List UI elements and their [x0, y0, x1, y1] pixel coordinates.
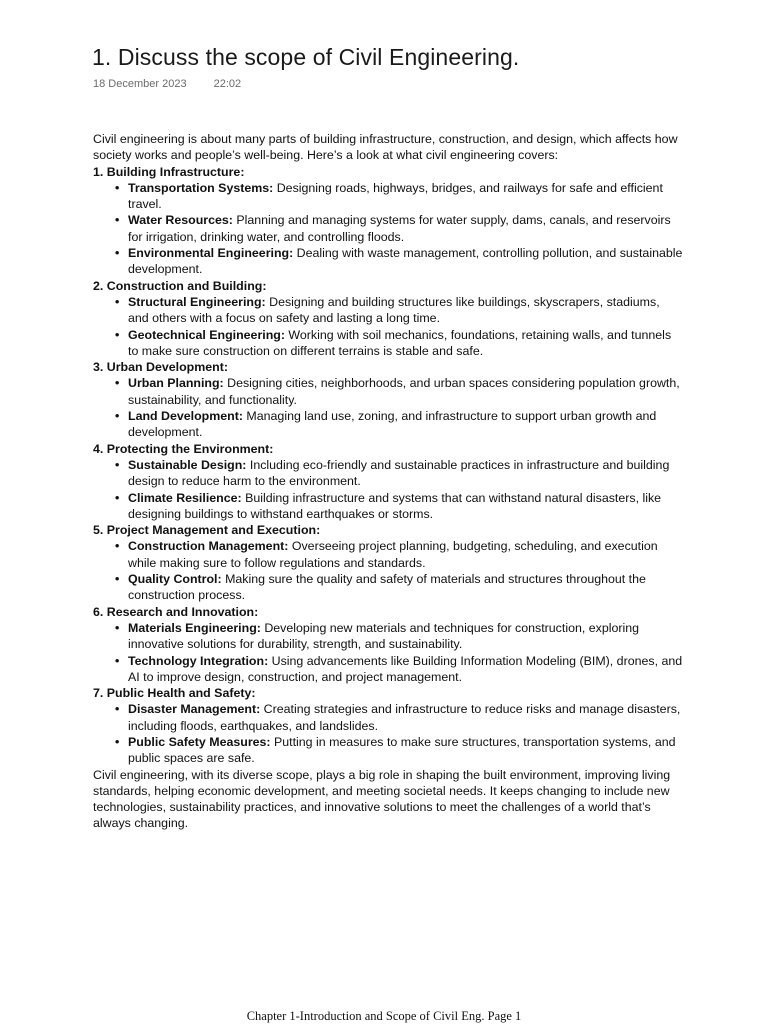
list-item: [128, 653, 683, 686]
note-metadata: [93, 78, 241, 90]
list-item-text: Dealing with waste management, controlling pollution, and sustainable development.: [128, 246, 683, 277]
list-item-text: Building infrastructure and systems that can withstand natural disasters, like designing buildings to withstand earthquakes or storms.: [128, 490, 662, 521]
section-heading: 1. Building Infrastructure:: [93, 164, 245, 179]
section-heading: 3. Urban Development:: [93, 360, 228, 375]
bullet-list: [93, 294, 683, 359]
note-time: 22:02: [213, 78, 242, 90]
bullet-list: [93, 457, 683, 522]
list-item-term: Water Resources:: [128, 213, 233, 228]
note-body: [93, 131, 683, 832]
section-heading: 2. Construction and Building:: [93, 278, 267, 293]
sections-container: [93, 164, 683, 767]
list-item-term: Quality Control:: [128, 572, 222, 587]
list-item-term: Climate Resilience:: [128, 490, 242, 505]
list-item-term: Disaster Management:: [128, 702, 261, 717]
list-item-term: Construction Management:: [128, 539, 289, 554]
list-item: [128, 734, 683, 767]
list-item-text: Creating strategies and infrastructure to reduce risks and manage disasters, including floods, earthquakes, and landslides.: [128, 702, 681, 733]
list-item-text: Planning and managing systems for water supply, dams, canals, and reservoirs for irrigation, drinking water, and controlling floods.: [128, 213, 671, 244]
list-item: [128, 180, 683, 213]
list-item-term: Structural Engineering:: [128, 294, 266, 309]
bullet-list: [93, 620, 683, 685]
list-item: [128, 620, 683, 653]
list-item-term: Urban Planning:: [128, 376, 224, 391]
list-item-text: Using advancements like Building Information Modeling (BIM), drones, and AI to improve design, construction, and project management.: [128, 653, 683, 684]
list-item-text: Designing and building structures like buildings, skyscrapers, stadiums, and others with a focus on safety and lasting a long time.: [128, 294, 660, 326]
list-item: [128, 212, 683, 245]
section-heading: 7. Public Health and Safety:: [93, 686, 256, 701]
list-item: [128, 327, 683, 360]
list-item-text: Including eco-friendly and sustainable practices in infrastructure and building design to reduce harm to the environment.: [128, 457, 670, 489]
list-item-term: Geotechnical Engineering:: [128, 327, 285, 342]
list-item-term: Sustainable Design:: [128, 457, 247, 472]
list-item-text: Overseeing project planning, budgeting, scheduling, and execution while making sure to follow regulations and standards.: [128, 539, 658, 570]
list-item: [128, 538, 683, 571]
list-item: [128, 408, 683, 441]
bullet-list: [93, 538, 683, 603]
list-item-text: Managing land use, zoning, and infrastructure to support urban growth and development.: [128, 409, 657, 440]
list-item-text: Developing new materials and techniques for construction, exploring innovative solutions for durability, strength, and sustainability.: [128, 620, 640, 652]
list-item-text: Designing cities, neighborhoods, and urban spaces considering population growth, sustainability, and functionality.: [128, 376, 680, 407]
list-item-term: Technology Integration:: [128, 653, 269, 668]
list-item: [128, 375, 683, 408]
list-item: [128, 490, 683, 523]
list-item: [128, 571, 683, 604]
list-item: [128, 457, 683, 490]
list-item-text: Designing roads, highways, bridges, and railways for safe and efficient travel.: [128, 180, 663, 212]
list-item: [128, 294, 683, 327]
section-heading: 6. Research and Innovation:: [93, 604, 259, 619]
intro-paragraph: Civil engineering is about many parts of building infrastructure, construction, and design, which affects how society works and people’s well-being. Here’s a look at what civil engineering covers:: [93, 132, 678, 163]
conclusion-paragraph: Civil engineering, with its diverse scope, plays a big role in shaping the built environment, improving living standards, helping economic development, and meeting societal needs. It keeps changing to include new technologies, sustainability practices, and innovative solutions to meet the challenges of a world that’s always changing.: [93, 767, 671, 831]
page-footer: Chapter 1-Introduction and Scope of Civil Eng. Page 1: [246, 1009, 522, 1023]
bullet-list: [93, 375, 683, 440]
list-item-text: Putting in measures to make sure structures, transportation systems, and public spaces are safe.: [128, 734, 676, 766]
list-item-term: Land Development:: [128, 409, 243, 424]
section-heading: 5. Project Management and Execution:: [93, 523, 321, 538]
page-title: 1. Discuss the scope of Civil Engineering.: [92, 44, 520, 70]
list-item-text: Making sure the quality and safety of materials and structures throughout the construction process.: [128, 572, 646, 603]
list-item-term: Materials Engineering:: [128, 620, 261, 635]
list-item: [128, 245, 683, 278]
bullet-list: [93, 701, 683, 766]
list-item: [128, 701, 683, 734]
bullet-list: [93, 180, 683, 278]
note-date: 18 December 2023: [93, 78, 187, 90]
list-item-term: Public Safety Measures:: [128, 734, 271, 749]
list-item-term: Transportation Systems:: [128, 180, 274, 195]
list-item-text: Working with soil mechanics, foundations, retaining walls, and tunnels to make sure construction on different terrains is stable and safe.: [128, 327, 672, 358]
section-heading: 4. Protecting the Environment:: [93, 441, 274, 456]
list-item-term: Environmental Engineering:: [128, 246, 294, 261]
